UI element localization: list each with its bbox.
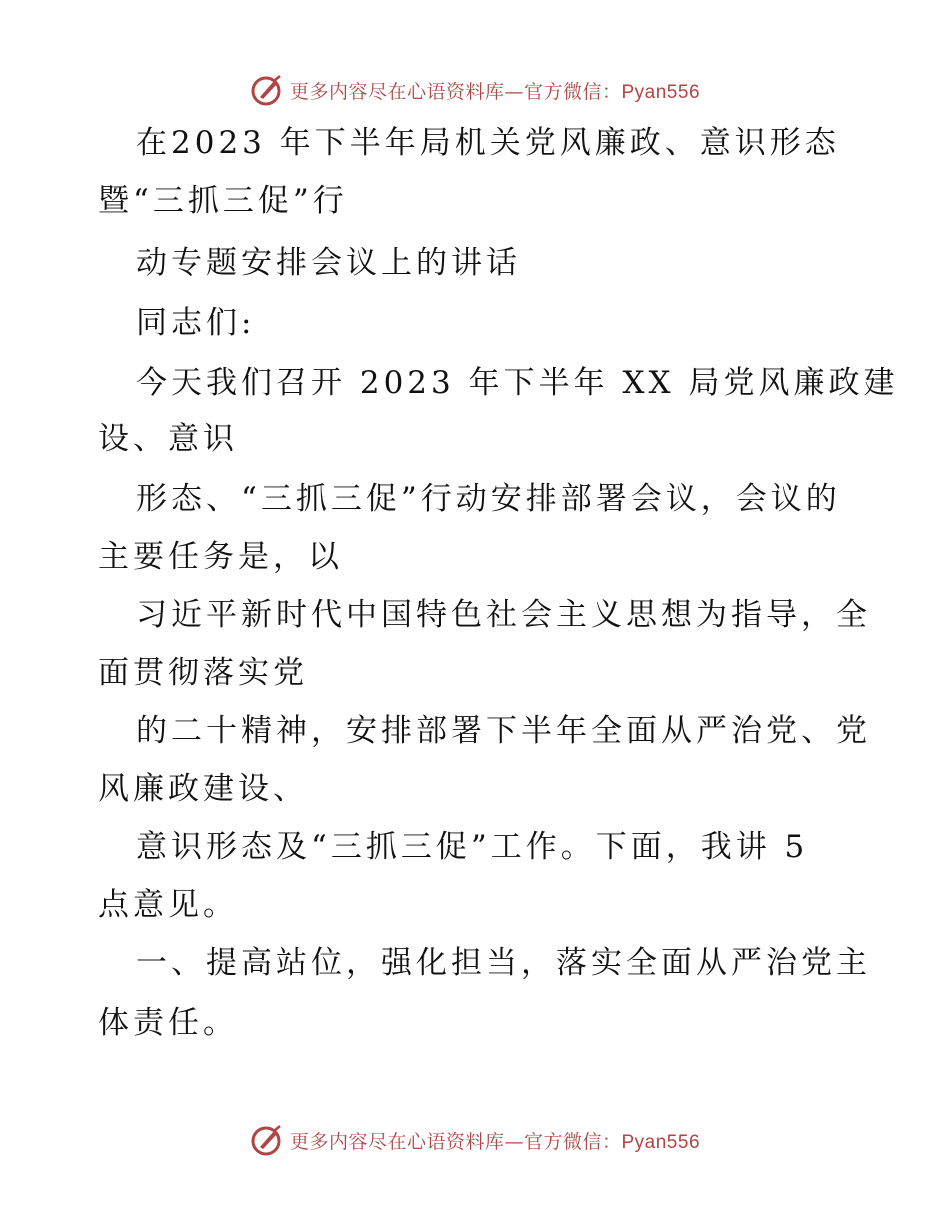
paragraph-line: 习近平新时代中国特色社会主义思想为指导，全 — [136, 597, 871, 633]
watermark-separator: — — [504, 1130, 524, 1153]
paragraph-line: 的二十精神，安排部署下半年全面从严治党、党 — [136, 713, 871, 749]
watermark-wechat-id: Pyan556 — [621, 1131, 701, 1153]
quill-circle-icon — [250, 1123, 284, 1157]
paragraph-line: 点意见。 — [98, 887, 238, 923]
watermark-brand: 更多内容尽在心语资料库 — [289, 1130, 505, 1153]
paragraph-line: 意识形态及“三抓三促”工作。下面，我讲 5 — [136, 829, 809, 865]
watermark-text — [290, 77, 700, 104]
paragraph-line: 主要任务是，以 — [98, 539, 343, 575]
watermark-separator: — — [504, 80, 524, 103]
paragraph-line: 面贯彻落实党 — [98, 655, 308, 691]
watermark-wechat-label: 官方微信： — [523, 80, 622, 103]
title-line-2: 暨“三抓三促”行 — [98, 183, 348, 219]
quill-circle-icon — [250, 73, 284, 107]
header-watermark — [0, 70, 950, 110]
watermark-wechat-label: 官方微信： — [523, 1130, 622, 1153]
salutation: 同志们: — [136, 305, 256, 341]
watermark-text — [290, 1127, 700, 1154]
section-heading-line: 体责任。 — [98, 1005, 238, 1041]
watermark-brand: 更多内容尽在心语资料库 — [289, 80, 505, 103]
title-line-1: 在2023 年下半年局机关党风廉政、意识形态 — [136, 125, 840, 161]
watermark-wechat-id: Pyan556 — [621, 81, 701, 103]
section-heading-line: 一、提高站位，强化担当，落实全面从严治党主 — [136, 945, 871, 981]
footer-watermark — [0, 1120, 950, 1160]
paragraph-line: 形态、“三抓三促”行动安排部署会议，会议的 — [136, 481, 841, 517]
paragraph-line: 设、意识 — [98, 421, 238, 457]
paragraph-line: 风廉政建设、 — [98, 771, 308, 807]
title-line-3: 动专题安排会议上的讲话 — [136, 245, 521, 281]
paragraph-line: 今天我们召开 2023 年下半年 XX 局党风廉政建 — [136, 365, 899, 401]
